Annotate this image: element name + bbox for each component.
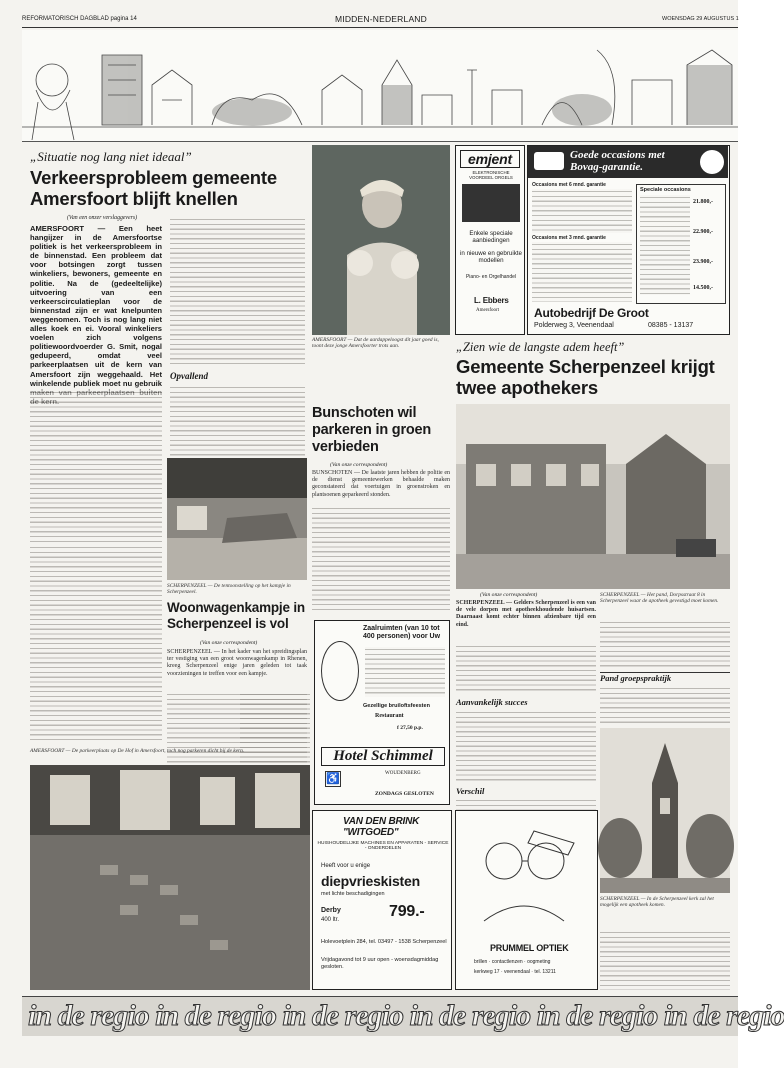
schimmel-headline: Zaalruimten (van 10 tot 400 personen) voor Uw bbox=[363, 625, 441, 640]
page-header bbox=[22, 14, 738, 28]
bovag-company: Autobedrijf De Groot bbox=[534, 306, 649, 320]
article-apotheek-body6 bbox=[600, 930, 730, 990]
bovag-price1: 21.800,- bbox=[693, 199, 713, 205]
article-woonwagen-lead: SCHERPENZEEL — In het kader van het spreidingsplan ter vestiging van een groot woonwagenkamp in Rhenen, kreeg Scherpenzeel enige jaren geleden tot taak voorzieningen te treffen voor een kampje. bbox=[167, 649, 307, 677]
emjent-town: Amersfoort bbox=[476, 308, 500, 313]
prummel-address: kerkweg 17 · veenendaal · tel. 13211 bbox=[474, 969, 556, 975]
article-woonwagen-byline: (Van onze correspondent) bbox=[200, 640, 258, 646]
bovag-special-box bbox=[636, 184, 726, 304]
wheelchair-icon: ♿ bbox=[326, 773, 340, 785]
schimmel-menu: Gezellige bruiloftsfeesten bbox=[363, 703, 430, 709]
article-kicker: „Situatie nog lang niet ideaal” bbox=[30, 149, 192, 164]
prummel-name: PRUMMEL OPTIEK bbox=[490, 943, 569, 953]
bovag-special-head: Speciale occasions bbox=[640, 187, 691, 193]
article-apotheek-subhead2: Verschil bbox=[456, 786, 485, 796]
vandenbrink-hours: Vrijdagavond tot 9 uur open - woensdagmiddag gesloten. bbox=[321, 957, 439, 970]
prummel-illustration bbox=[464, 821, 592, 939]
vandenbrink-intro: Heeft voor u enige bbox=[321, 863, 371, 869]
article-apotheek-body3 bbox=[456, 798, 596, 810]
photo-parking-caption: AMERSFOORT — De parkeerplaats op De Hof in Amersfoort, toch nog parkeren dicht bij de kern. bbox=[30, 748, 245, 754]
bovag-list-head1: Occasions met 6 mnd. garantie bbox=[532, 182, 606, 188]
schimmel-closed: ZONDAGS GESLOTEN bbox=[375, 791, 434, 797]
article-apotheek-lead: SCHERPENZEEL — Gelders Scherpenzeel is een van de vele dorpen met apotheekhoudende huisartsen. Daarnaast komt echter binnen afzienbare tijd een eind. bbox=[456, 600, 596, 628]
article-bunschoten-body bbox=[312, 506, 450, 610]
bovag-phone: 08385 - 13137 bbox=[648, 322, 694, 329]
ad-bovag[interactable] bbox=[527, 145, 730, 335]
emjent-text2: in nieuwe en gebruikte modellen bbox=[460, 250, 522, 264]
bovag-list-head2: Occasions met 3 mnd. garantie bbox=[532, 235, 606, 241]
bovag-logo-left bbox=[534, 152, 564, 170]
bovag-price3: 23.900,- bbox=[693, 259, 713, 265]
bovag-address: Polderweg 3, Veenendaal bbox=[534, 322, 614, 329]
article-body-col2 bbox=[170, 217, 305, 367]
vandenbrink-sub: HUISHOUDELIJKE MACHINES EN APPARATEN - SERVICE - ONDERDELEN bbox=[317, 841, 449, 851]
article-bunschoten-title: Bunschoten wil parkeren in groen verbieden bbox=[312, 405, 432, 455]
footer-banner bbox=[22, 996, 784, 1036]
photo-boy-caption: AMERSFOORT — Dat de aardappeloogst dit jaar goed is, toont deze jonge Amersfoorter trots aan. bbox=[312, 337, 439, 350]
article-subhead: Opvallend bbox=[170, 371, 208, 381]
article-apotheek-body1 bbox=[456, 644, 596, 694]
schimmel-name: Hotel Schimmel bbox=[321, 747, 445, 766]
schimmel-restaurant: Restaurant bbox=[375, 713, 404, 719]
vandenbrink-product: diepvrieskisten bbox=[321, 873, 420, 889]
photo-camp bbox=[167, 458, 307, 580]
photo-boy bbox=[312, 145, 450, 335]
vandenbrink-sub2: met lichte beschadigingen bbox=[321, 891, 385, 897]
article-apotheek-subhead1: Aanvankelijk succes bbox=[456, 697, 528, 707]
schimmel-logo bbox=[321, 641, 359, 701]
bovag-list1 bbox=[532, 189, 632, 233]
emjent-text1: Enkele speciale aanbiedingen bbox=[469, 230, 513, 244]
vandenbrink-brand: Derby bbox=[321, 907, 341, 914]
photo-church-caption: SCHERPENZEEL — In de Scherpenzeel kerk zal het mogelijk een apotheek komen. bbox=[600, 896, 714, 909]
ad-prummel[interactable] bbox=[455, 810, 598, 990]
article-apotheek-kicker: „Zien wie de langste adem heeft” bbox=[456, 340, 625, 354]
photo-camp-caption: SCHERPENZEEL — De tentoonstelling op het kampje in Scherpenzeel. bbox=[167, 583, 291, 596]
article-lead: AMERSFOORT — Een heet hangijzer in de Amersfoortse politiek is het verkeersprobleem in de binnenstad. Een probleem dat voor botsingen zorgt tussen winkeliers, bewoners, gemeente en politie. Na de (gedeeltelijke) uitvoering van een verkeerscirculatieplan voor de binnenstad zijn er wat knelpunten weggenomen. Toch is nog lang niet alles koek en ei. Vooral winkeliers voelen zich volgens politiewoordvoerder G. Smit, nogal gedupeerd, omdat veel parkeerplaatsen uit de kern van Amersfoort zijn weggehaald. Het winkelende publiek moet nu gebruik bbox=[30, 224, 162, 388]
header-center: MIDDEN-NEDERLAND bbox=[335, 14, 427, 24]
article-apotheek-byline: (Van onze correspondent) bbox=[480, 592, 538, 598]
emjent-organ bbox=[462, 184, 520, 222]
prummel-sub: brillen · contactlenzen · oogmeting bbox=[474, 959, 551, 965]
header-right: WOENSDAG 29 AUGUSTUS 1 bbox=[662, 16, 739, 22]
bovag-logo-right bbox=[700, 150, 724, 174]
bovag-price4: 14.500,- bbox=[693, 285, 713, 291]
emjent-brand: emjent bbox=[460, 150, 520, 168]
bovag-special-list bbox=[640, 195, 690, 295]
ad-emjent[interactable] bbox=[455, 145, 525, 335]
article-byline: (Van een onzer verslaggevers) bbox=[67, 215, 138, 221]
photo-church bbox=[600, 728, 730, 893]
schimmel-town: WOUDENBERG bbox=[385, 771, 421, 776]
schimmel-list bbox=[365, 647, 445, 697]
article-body-col1 bbox=[30, 390, 162, 545]
skyline-illustration bbox=[22, 30, 738, 142]
article-apotheek-body4 bbox=[600, 620, 730, 670]
article-apotheek-title: Gemeente Scherpenzeel krijgt twee apothekers bbox=[456, 356, 715, 398]
vandenbrink-price: 799.- bbox=[389, 903, 425, 920]
article-woonwagen-title: Woonwagenkampje in Scherpenzeel is vol bbox=[167, 600, 305, 631]
photo-parking bbox=[30, 765, 310, 990]
bovag-title: Goede occasions met Bovag-garantie. bbox=[570, 149, 665, 173]
article-apotheek-subhead3: Pand groepspraktijk bbox=[600, 672, 730, 683]
header-left: REFORMATORISCH DAGBLAD pagina 14 bbox=[22, 16, 137, 22]
vandenbrink-address: Holevoetplein 284, tel. 03497 - 1538 Scherpenzeel bbox=[321, 939, 447, 945]
emjent-text3: Piano- en Orgelhandel bbox=[465, 274, 517, 280]
photo-street-caption: SCHERPENZEEL — Het pand, Dorpsstraat 8 in Scherpenzeel waar de apotheek gevestigd moet komen. bbox=[600, 592, 719, 605]
bovag-list2 bbox=[532, 242, 632, 302]
article-bunschoten-byline: (Van onze correspondent) bbox=[330, 462, 388, 468]
vandenbrink-name: VAN DEN BRINK "WITGOED" bbox=[343, 816, 420, 838]
ad-schimmel[interactable] bbox=[314, 620, 450, 805]
bovag-price2: 22.900,- bbox=[693, 229, 713, 235]
schimmel-price: f 27,50 p.p. bbox=[397, 725, 423, 731]
footer-banner-text: in de regio in de regio in de regio in de regio in de regio in de regio bbox=[28, 999, 784, 1032]
article-body-col1-cont bbox=[30, 545, 162, 740]
article-apotheek-body2 bbox=[456, 710, 596, 782]
article-bunschoten-lead: BUNSCHOTEN — De laatste jaren hebben de politie en de dienst gemeentewerken behaalde maken geconstateerd dat voertuigen in groenstroken en plantsoenen geparkeerd stonden. bbox=[312, 470, 450, 498]
emjent-sub: ELEKTRONISCHE VOORDEEL ORGELS bbox=[469, 170, 513, 180]
photo-street bbox=[456, 404, 730, 589]
article-title: Verkeersprobleem gemeente Amersfoort blijft knellen bbox=[30, 167, 277, 209]
emjent-dealer: L. Ebbers bbox=[474, 296, 509, 305]
ad-vandenbrink[interactable] bbox=[312, 810, 452, 990]
vandenbrink-size: 400 ltr. bbox=[321, 917, 340, 923]
article-apotheek-body5 bbox=[600, 686, 730, 726]
